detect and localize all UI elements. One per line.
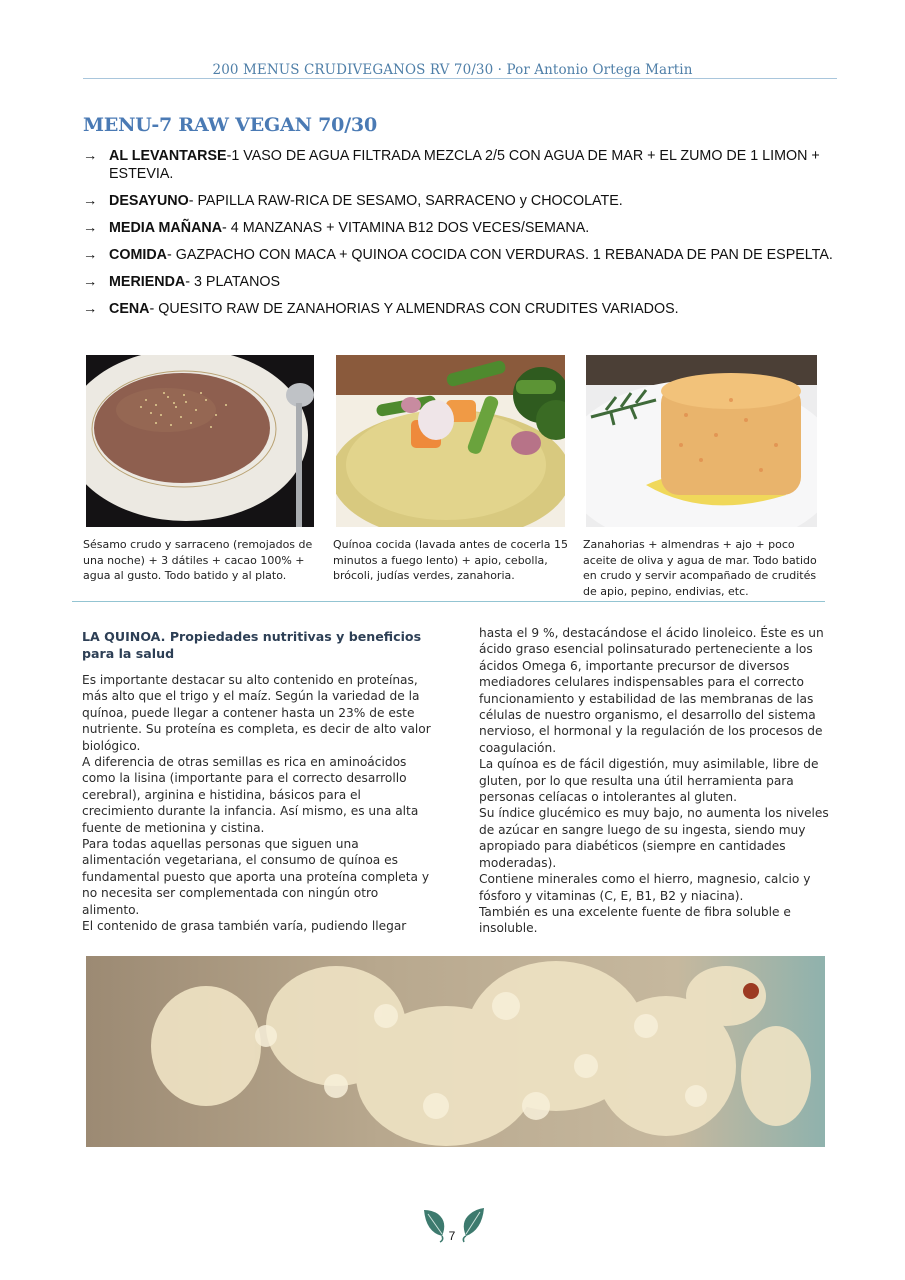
article-paragraph: A diferencia de otras semillas es rica en aminoácidos como la lisina (importante para el correcto desarrollo cerebral), arginina e histidina, básicos para el crecimiento durante la infancia. Así mismo, es una alta fuente de metionina y cistina. — [82, 755, 419, 835]
article-paragraph: Contiene minerales como el hierro, magnesio, calcio y fósforo y vitaminas (C, E, B1, B2 y niacina). — [479, 872, 811, 903]
article-paragraph: hasta el 9 %, destacándose el ácido linoleico. Éste es un ácido graso esencial polinsaturado perteneciente a los ácidos Omega 6, importante precursor de diversos mediadores celulares indispensables para el correcto funcionamiento y estabilidad de las membranas de las células de nuestro organismo, el desarrollo del sistema nervioso, el hormonal y la regulación de los procesos de coagulación. — [479, 626, 824, 755]
banner-quinoa-closeup — [86, 956, 825, 1147]
header-divider — [83, 78, 837, 79]
article-paragraph: El contenido de grasa también varía, pudiendo llegar — [82, 919, 407, 934]
arrow-right-icon: → — [83, 220, 98, 236]
meal-label: DESAYUNO — [109, 193, 189, 209]
photo-carrot-timbale — [586, 355, 817, 527]
article-paragraph: Su índice glucémico es muy bajo, no aumenta los niveles de azúcar en sangre luego de su ingesta, siendo muy apropiado para diabéticos (siempre en cantidades moderadas). — [479, 806, 829, 870]
meal-text: - PAPILLA RAW-RICA DE SESAMO, SARRACENO y CHOCOLATE. — [188, 193, 623, 209]
photo-quinoa-vegetables — [336, 355, 565, 527]
article-paragraph: La quínoa es de fácil digestión, muy asimilable, libre de gluten, por lo que resulta una útil herramienta para personas celíacas o intolerantes al gluten. — [479, 757, 819, 805]
meal-label: COMIDA — [109, 247, 167, 263]
meal-item-comida — [83, 246, 833, 264]
article-paragraph: Es importante destacar su alto contenido en proteínas, más alto que el trigo y el maíz. Según la variedad de la quínoa, puede llegar a contener hasta un 23% de este nutriente. Su proteína es completa, es decir de alto valor biológico. — [82, 673, 431, 753]
section-divider — [72, 601, 825, 602]
meal-text: - GAZPACHO CON MACA + QUINOA COCIDA CON VERDURAS. 1 REBANADA DE PAN DE ESPELTA. — [166, 247, 833, 263]
meal-label: AL LEVANTARSE — [109, 148, 227, 164]
meal-text: - 3 PLATANOS — [185, 274, 281, 290]
meal-label: MEDIA MAÑANA — [109, 220, 223, 236]
meal-item-al-levantarse — [83, 147, 833, 183]
arrow-right-icon: → — [83, 301, 98, 317]
menu-title: MENU-7 RAW VEGAN 70/30 — [83, 114, 377, 136]
meal-list — [83, 147, 833, 327]
meal-item-merienda — [83, 273, 833, 291]
article-paragraph: Para todas aquellas personas que siguen una alimentación vegetariana, el consumo de quínoa es fundamental puesto que aporta una proteína completa y no necesita ser complementada con ningún otro alimento. — [82, 837, 430, 917]
arrow-right-icon: → — [83, 247, 98, 263]
article-paragraph: También es una excelente fuente de fibra soluble e insoluble. — [479, 904, 791, 936]
photo-caption: Quínoa cocida (lavada antes de cocerla 15 minutos a fuego lento) + apio, cebolla, brócoli, judías verdes, zanahoria. — [333, 538, 568, 582]
photo-caption: Sésamo crudo y sarraceno (remojados de una noche) + 3 dátiles + cacao 100% + agua al gusto. Todo batido y al plato. — [83, 538, 313, 582]
arrow-right-icon: → — [83, 274, 98, 290]
photo-porridge-bowl — [86, 355, 314, 527]
article-column-left — [82, 629, 432, 935]
meal-item-desayuno — [83, 192, 833, 210]
meal-text: - QUESITO RAW DE ZANAHORIAS Y ALMENDRAS CON CRUDITES VARIADOS. — [149, 301, 679, 317]
meal-item-cena — [83, 300, 833, 318]
article-heading: LA QUINOA. Propiedades nutritivas y beneficios para la salud — [82, 629, 422, 661]
arrow-right-icon: → — [83, 148, 98, 164]
page-number: 7 — [448, 1229, 456, 1243]
meal-text: -1 VASO DE AGUA FILTRADA MEZCLA 2/5 CON AGUA DE MAR + EL ZUMO DE 1 LIMON + ESTEVIA. — [109, 148, 820, 182]
meal-item-media-manana — [83, 219, 833, 237]
article-column-right — [479, 625, 829, 937]
meal-label: CENA — [109, 301, 150, 317]
photo-caption: Zanahorias + almendras + ajo + poco aceite de oliva y agua de mar. Todo batido en crudo y servir acompañado de crudités de apio, pepino, endivias, etc. — [583, 538, 817, 598]
running-header: 200 MENUS CRUDIVEGANOS RV 70/30 · Por Antonio Ortega Martin — [212, 62, 693, 78]
meal-text: - 4 MANZANAS + VITAMINA B12 DOS VECES/SEMANA. — [222, 220, 590, 236]
meal-label: MERIENDA — [109, 274, 186, 290]
arrow-right-icon: → — [83, 193, 98, 209]
